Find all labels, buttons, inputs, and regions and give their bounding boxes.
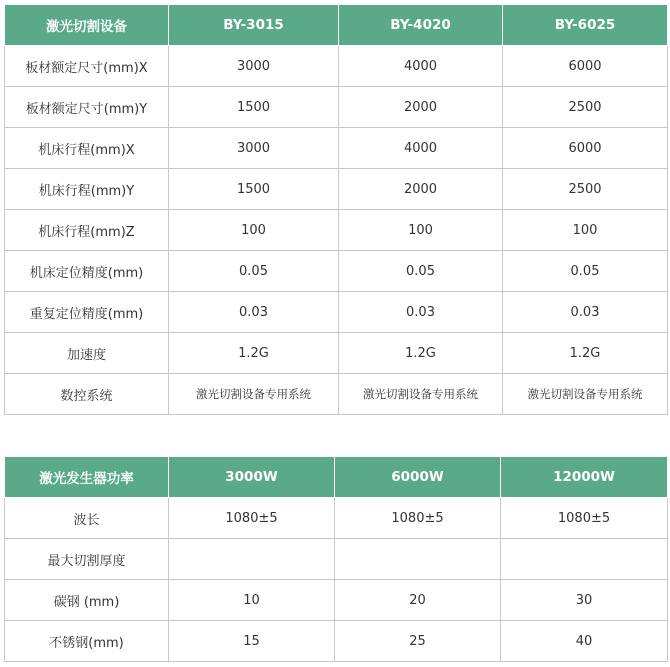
table-row [5, 580, 668, 621]
row-label: 碳钢 (mm) [5, 580, 169, 621]
table-cell: 3000 [169, 128, 339, 169]
table-cell [501, 539, 668, 580]
row-label: 最大切割厚度 [5, 539, 169, 580]
table-cell: 1500 [169, 87, 339, 128]
row-label: 加速度 [5, 333, 169, 374]
table-header-row [5, 5, 668, 46]
row-label: 板材额定尺寸(mm)X [5, 46, 169, 87]
table-row [5, 374, 668, 415]
table-cell: 0.05 [339, 251, 503, 292]
header-cell: 激光切割设备 [5, 5, 169, 46]
table-cell: 1500 [169, 169, 339, 210]
laser-generator-spec-table [4, 456, 668, 662]
table-cell: 1.2G [339, 333, 503, 374]
table-cell: 4000 [339, 46, 503, 87]
table-row [5, 87, 668, 128]
table-cell: 1080±5 [501, 498, 668, 539]
table-row [5, 539, 668, 580]
header-cell: 激光发生器功率 [5, 457, 169, 498]
row-label: 机床行程(mm)Z [5, 210, 169, 251]
table-cell: 0.05 [503, 251, 668, 292]
table-cell: 1.2G [503, 333, 668, 374]
row-label: 波长 [5, 498, 169, 539]
table-cell: 30 [501, 580, 668, 621]
table-cell: 激光切割设备专用系统 [169, 374, 339, 415]
table-cell: 1080±5 [169, 498, 335, 539]
table-header-row [5, 457, 668, 498]
table-row [5, 46, 668, 87]
table-cell: 4000 [339, 128, 503, 169]
table-row [5, 169, 668, 210]
table-cell: 1.2G [169, 333, 339, 374]
table-cell: 20 [335, 580, 501, 621]
table-cell: 15 [169, 621, 335, 662]
table-row [5, 292, 668, 333]
header-cell: 12000W [501, 457, 668, 498]
table-cell: 0.03 [503, 292, 668, 333]
table-row [5, 210, 668, 251]
header-cell: BY-4020 [339, 5, 503, 46]
table-cell: 激光切割设备专用系统 [503, 374, 668, 415]
table-cell [169, 539, 335, 580]
table-cell: 25 [335, 621, 501, 662]
table-cell: 2500 [503, 169, 668, 210]
table-row [5, 498, 668, 539]
table-cell: 0.03 [339, 292, 503, 333]
table-cell: 100 [169, 210, 339, 251]
row-label: 数控系统 [5, 374, 169, 415]
table-cell: 2000 [339, 87, 503, 128]
table-cell: 40 [501, 621, 668, 662]
row-label: 机床行程(mm)X [5, 128, 169, 169]
row-label: 板材额定尺寸(mm)Y [5, 87, 169, 128]
header-cell: BY-3015 [169, 5, 339, 46]
table-cell: 1080±5 [335, 498, 501, 539]
table-cell: 6000 [503, 46, 668, 87]
table-cell: 10 [169, 580, 335, 621]
table-row [5, 128, 668, 169]
row-label: 机床行程(mm)Y [5, 169, 169, 210]
table-cell: 100 [503, 210, 668, 251]
row-label: 机床定位精度(mm) [5, 251, 169, 292]
table-cell: 0.03 [169, 292, 339, 333]
table-cell [335, 539, 501, 580]
header-cell: 3000W [169, 457, 335, 498]
header-cell: BY-6025 [503, 5, 668, 46]
laser-cutter-spec-table [4, 4, 668, 415]
table-cell: 6000 [503, 128, 668, 169]
table-row [5, 333, 668, 374]
table-cell: 激光切割设备专用系统 [339, 374, 503, 415]
table-cell: 100 [339, 210, 503, 251]
table-cell: 2500 [503, 87, 668, 128]
table-cell: 0.05 [169, 251, 339, 292]
table-row [5, 251, 668, 292]
table-row [5, 621, 668, 662]
table-cell: 3000 [169, 46, 339, 87]
row-label: 重复定位精度(mm) [5, 292, 169, 333]
table-cell: 2000 [339, 169, 503, 210]
header-cell: 6000W [335, 457, 501, 498]
row-label: 不锈钢(mm) [5, 621, 169, 662]
